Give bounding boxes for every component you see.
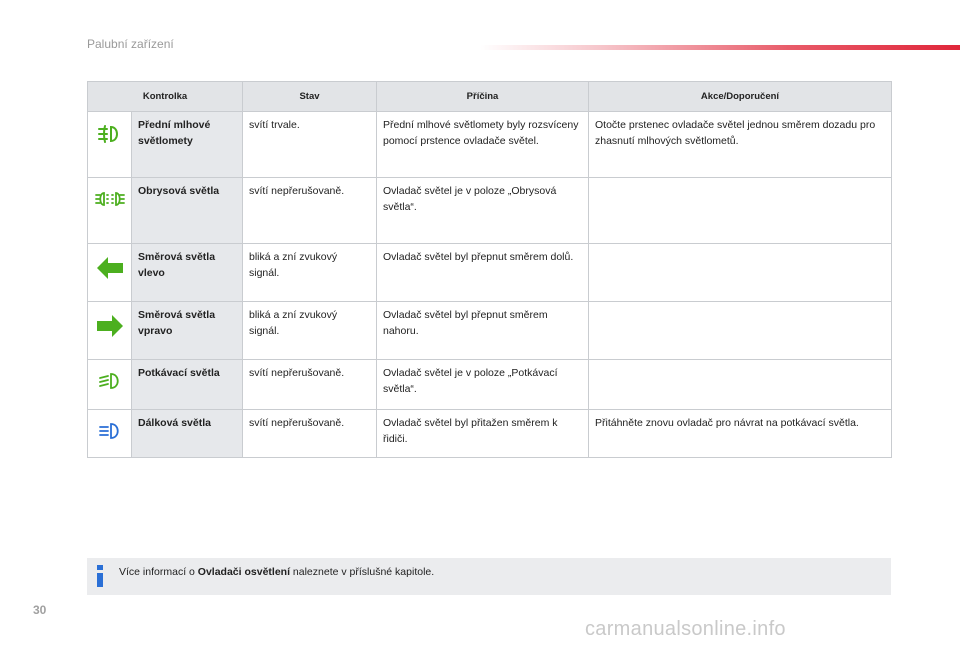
lamp-name: Dálková světla <box>132 410 243 458</box>
lamp-icon-cell <box>88 112 132 178</box>
header-decor-bar <box>480 45 960 50</box>
table-header-row <box>88 82 892 112</box>
lamp-state: bliká a zní zvukový signál. <box>243 302 377 360</box>
front-fog-lamp-icon <box>97 124 123 144</box>
info-note <box>87 558 891 595</box>
info-link-lighting-controls: Ovladači osvětlení <box>197 566 290 578</box>
table-row <box>88 410 892 458</box>
page-header-title: Palubní zařízení <box>87 37 174 51</box>
right-arrow-icon <box>96 314 124 338</box>
lamp-state: bliká a zní zvukový signál. <box>243 244 377 302</box>
lamp-cause: Ovladač světel byl přepnut směrem dolů. <box>377 244 589 302</box>
lamp-name: Směrová světla vlevo <box>132 244 243 302</box>
info-icon <box>95 565 105 587</box>
page-number: 30 <box>33 603 47 617</box>
lamp-state: svítí trvale. <box>243 112 377 178</box>
col-header-pricina: Příčina <box>377 82 589 112</box>
table-row <box>88 178 892 244</box>
table-row <box>88 302 892 360</box>
info-text-prefix: Více informací o <box>119 566 198 578</box>
lamp-cause: Ovladač světel byl přepnut směrem nahoru. <box>377 302 589 360</box>
lamp-cause: Ovladač světel byl přitažen směrem k řidiči. <box>377 410 589 458</box>
left-arrow-icon <box>96 256 124 280</box>
lamp-action <box>589 360 892 410</box>
col-header-kontrolka: Kontrolka <box>88 82 243 112</box>
info-text-suffix: naleznete v příslušné kapitole. <box>290 566 435 578</box>
lamp-icon-cell <box>88 302 132 360</box>
watermark: carmanualsonline.info <box>585 618 786 640</box>
lamp-icon-cell <box>88 178 132 244</box>
lamp-name: Potkávací světla <box>132 360 243 410</box>
lamp-name: Obrysová světla <box>132 178 243 244</box>
col-header-akce: Akce/Doporučení <box>589 82 892 112</box>
lamp-action: Přitáhněte znovu ovladač pro návrat na potkávací světla. <box>589 410 892 458</box>
warning-lamps-table <box>87 81 892 458</box>
table-row <box>88 244 892 302</box>
main-beam-icon <box>98 422 122 440</box>
info-text <box>119 566 434 578</box>
lamp-action: Otočte prstenec ovladače světel jednou směrem dozadu pro zhasnutí mlhových světlometů. <box>589 112 892 178</box>
lamp-icon-cell <box>88 360 132 410</box>
lamp-name: Přední mlhové světlomety <box>132 112 243 178</box>
lamp-action <box>589 302 892 360</box>
table-row <box>88 360 892 410</box>
lamp-cause: Ovladač světel je v poloze „Potkávací světla“. <box>377 360 589 410</box>
lamp-icon-cell <box>88 244 132 302</box>
col-header-stav: Stav <box>243 82 377 112</box>
dipped-beam-icon <box>98 372 122 390</box>
table-row <box>88 112 892 178</box>
lamp-action <box>589 178 892 244</box>
sidelights-icon <box>95 190 125 208</box>
lamp-action <box>589 244 892 302</box>
lamp-name: Směrová světla vpravo <box>132 302 243 360</box>
lamp-icon-cell <box>88 410 132 458</box>
lamp-state: svítí nepřerušovaně. <box>243 360 377 410</box>
lamp-cause: Ovladač světel je v poloze „Obrysová světla“. <box>377 178 589 244</box>
lamp-state: svítí nepřerušovaně. <box>243 410 377 458</box>
lamp-state: svítí nepřerušovaně. <box>243 178 377 244</box>
lamp-cause: Přední mlhové světlomety byly rozsvíceny pomocí prstence ovladače světel. <box>377 112 589 178</box>
